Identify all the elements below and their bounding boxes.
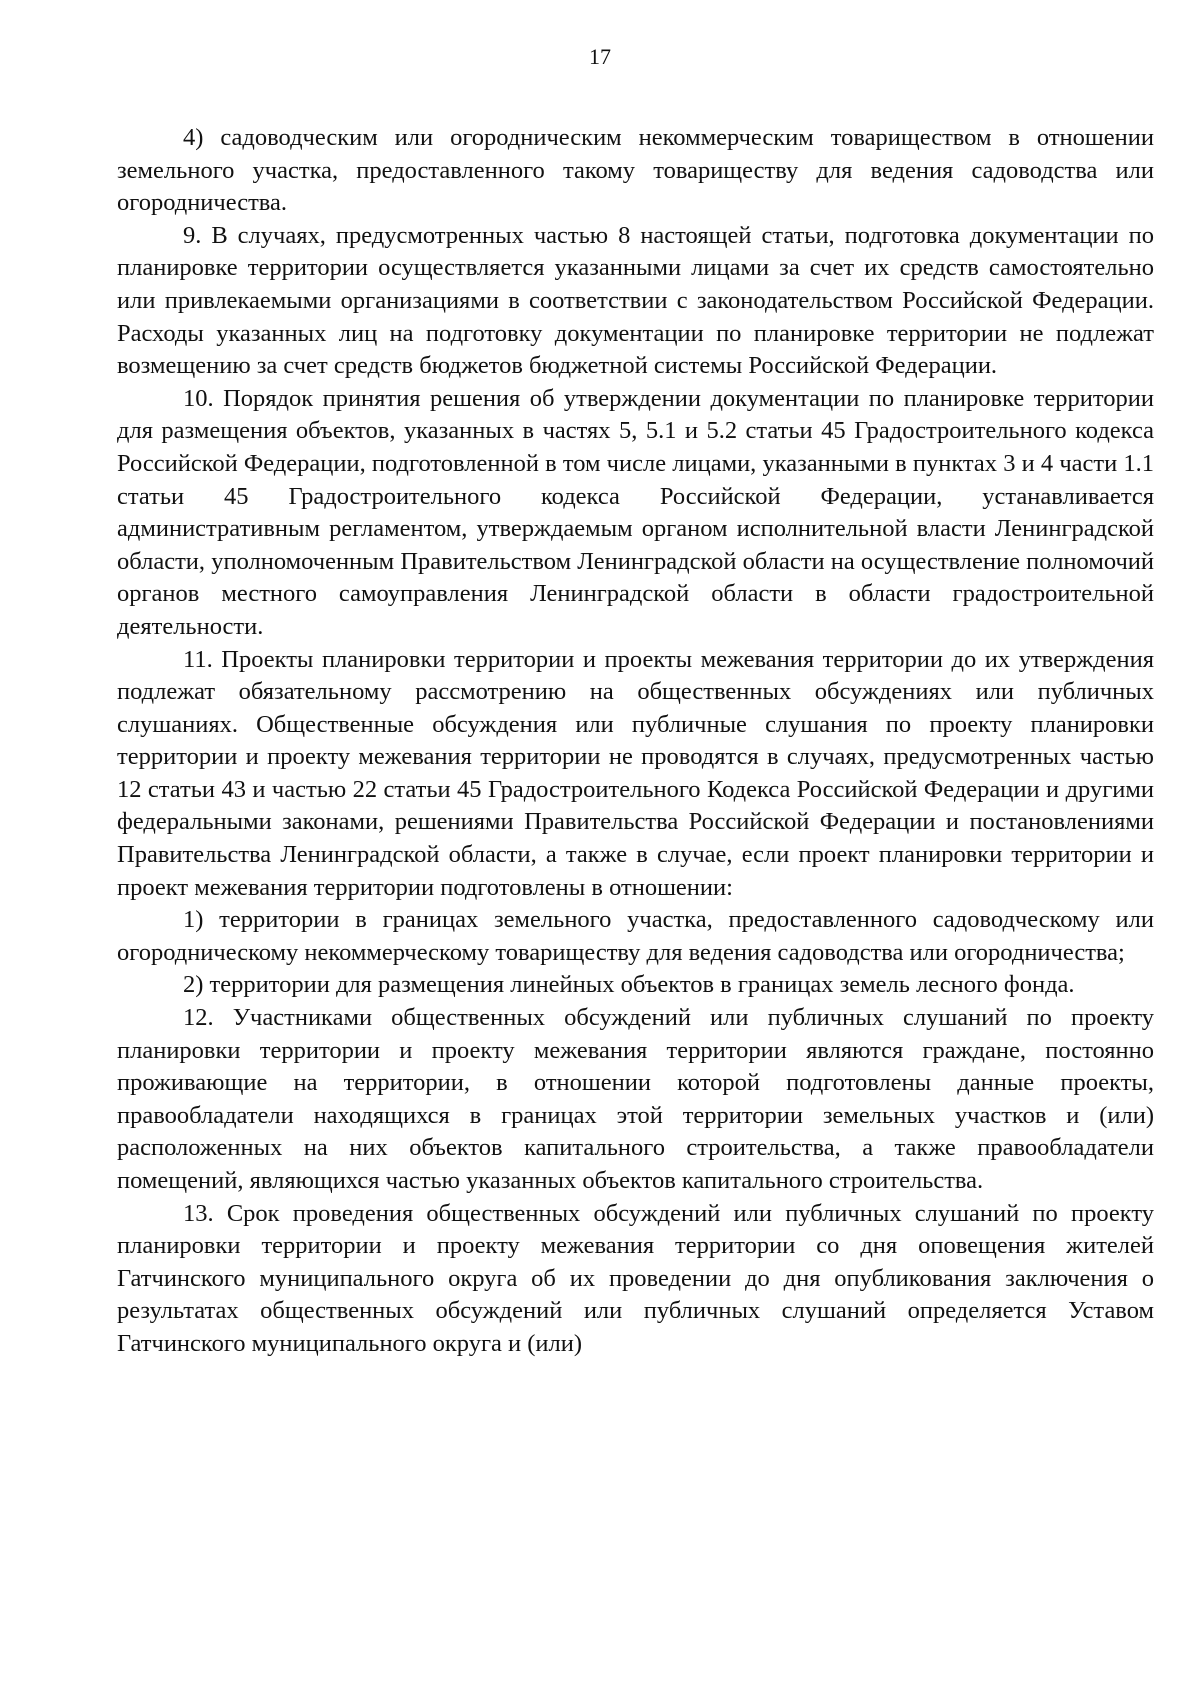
paragraph-section-13: 13. Срок проведения общественных обсуждений или публичных слушаний по проекту планировки территории и проекту межевания территории со дня оповещения жителей Гатчинского муниципального округа об их проведении до дня опубликования заключения о результатах общественных обсуждений или публичных слушаний определяется Уставом Гатчинского муниципального округа и (или) bbox=[117, 1199, 1154, 1357]
paragraph-section-10: 10. Порядок принятия решения об утверждении документации по планировке территории для размещения объектов, указанных в частях 5, 5.1 и 5.2 статьи 45 Градостроительного кодекса Российской Федерации, подготовленной в том числе лицами, указанными в пунктах 3 и 4 части 1.1 статьи 45 Градостроительного кодекса Российской Федерации, устанавливается административным регламентом, утверждаемым органом исполнительной власти Ленинградской области, уполномоченным Правительством Ленинградской области на осуществление полномочий органов местного самоуправления Ленинградской области в области градостроительной деятельности. bbox=[117, 384, 1154, 640]
paragraph-section-9: 9. В случаях, предусмотренных частью 8 настоящей статьи, подготовка документации по планировке территории осуществляется указанными лицами за счет их средств самостоятельно или привлекаемыми организациями в соответствии с законодательством Российской Федерации. Расходы указанных лиц на подготовку документации по планировке территории не подлежат возмещению за счет средств бюджетов бюджетной системы Российской Федерации. bbox=[117, 221, 1154, 380]
paragraph-section-11: 11. Проекты планировки территории и проекты межевания территории до их утверждения подлежат обязательному рассмотрению на общественных обсуждениях или публичных слушаниях. Общественные обсуждения или публичные слушания по проекту планировки территории и проекту межевания территории не проводятся в случаях, предусмотренных частью 12 статьи 43 и частью 22 статьи 45 Градостроительного Кодекса Российской Федерации и другими федеральными законами, решениями Правительства Российской Федерации и постановлениями Правительства Ленинградской области, а также в случае, если проект планировки территории и проект межевания территории подготовлены в отношении: bbox=[117, 645, 1154, 901]
paragraph-item-2: 2) территории для размещения линейных объектов в границах земель лесного фонда. bbox=[183, 971, 1075, 999]
paragraph-section-12: 12. Участниками общественных обсуждений или публичных слушаний по проекту планировки территории и проекту межевания территории являются граждане, постоянно проживающие на территории, в отношении которой подготовлены данные проекты, правообладатели находящихся в границах этой территории земельных участков и (или) расположенных на них объектов капитального строительства, а также правообладатели помещений, являющихся частью указанных объектов капитального строительства. bbox=[117, 1004, 1154, 1194]
paragraph-item-1: 1) территории в границах земельного участка, предоставленного садоводческому или огородническому некоммерческому товариществу для ведения садоводства или огородничества; bbox=[117, 906, 1154, 966]
document-body bbox=[117, 122, 1154, 1361]
paragraph-item-4: 4) садоводческим или огородническим некоммерческим товариществом в отношении земельного участка, предоставленного такому товариществу для ведения садоводства или огородничества. bbox=[117, 124, 1154, 217]
page-number: 17 bbox=[589, 44, 611, 69]
